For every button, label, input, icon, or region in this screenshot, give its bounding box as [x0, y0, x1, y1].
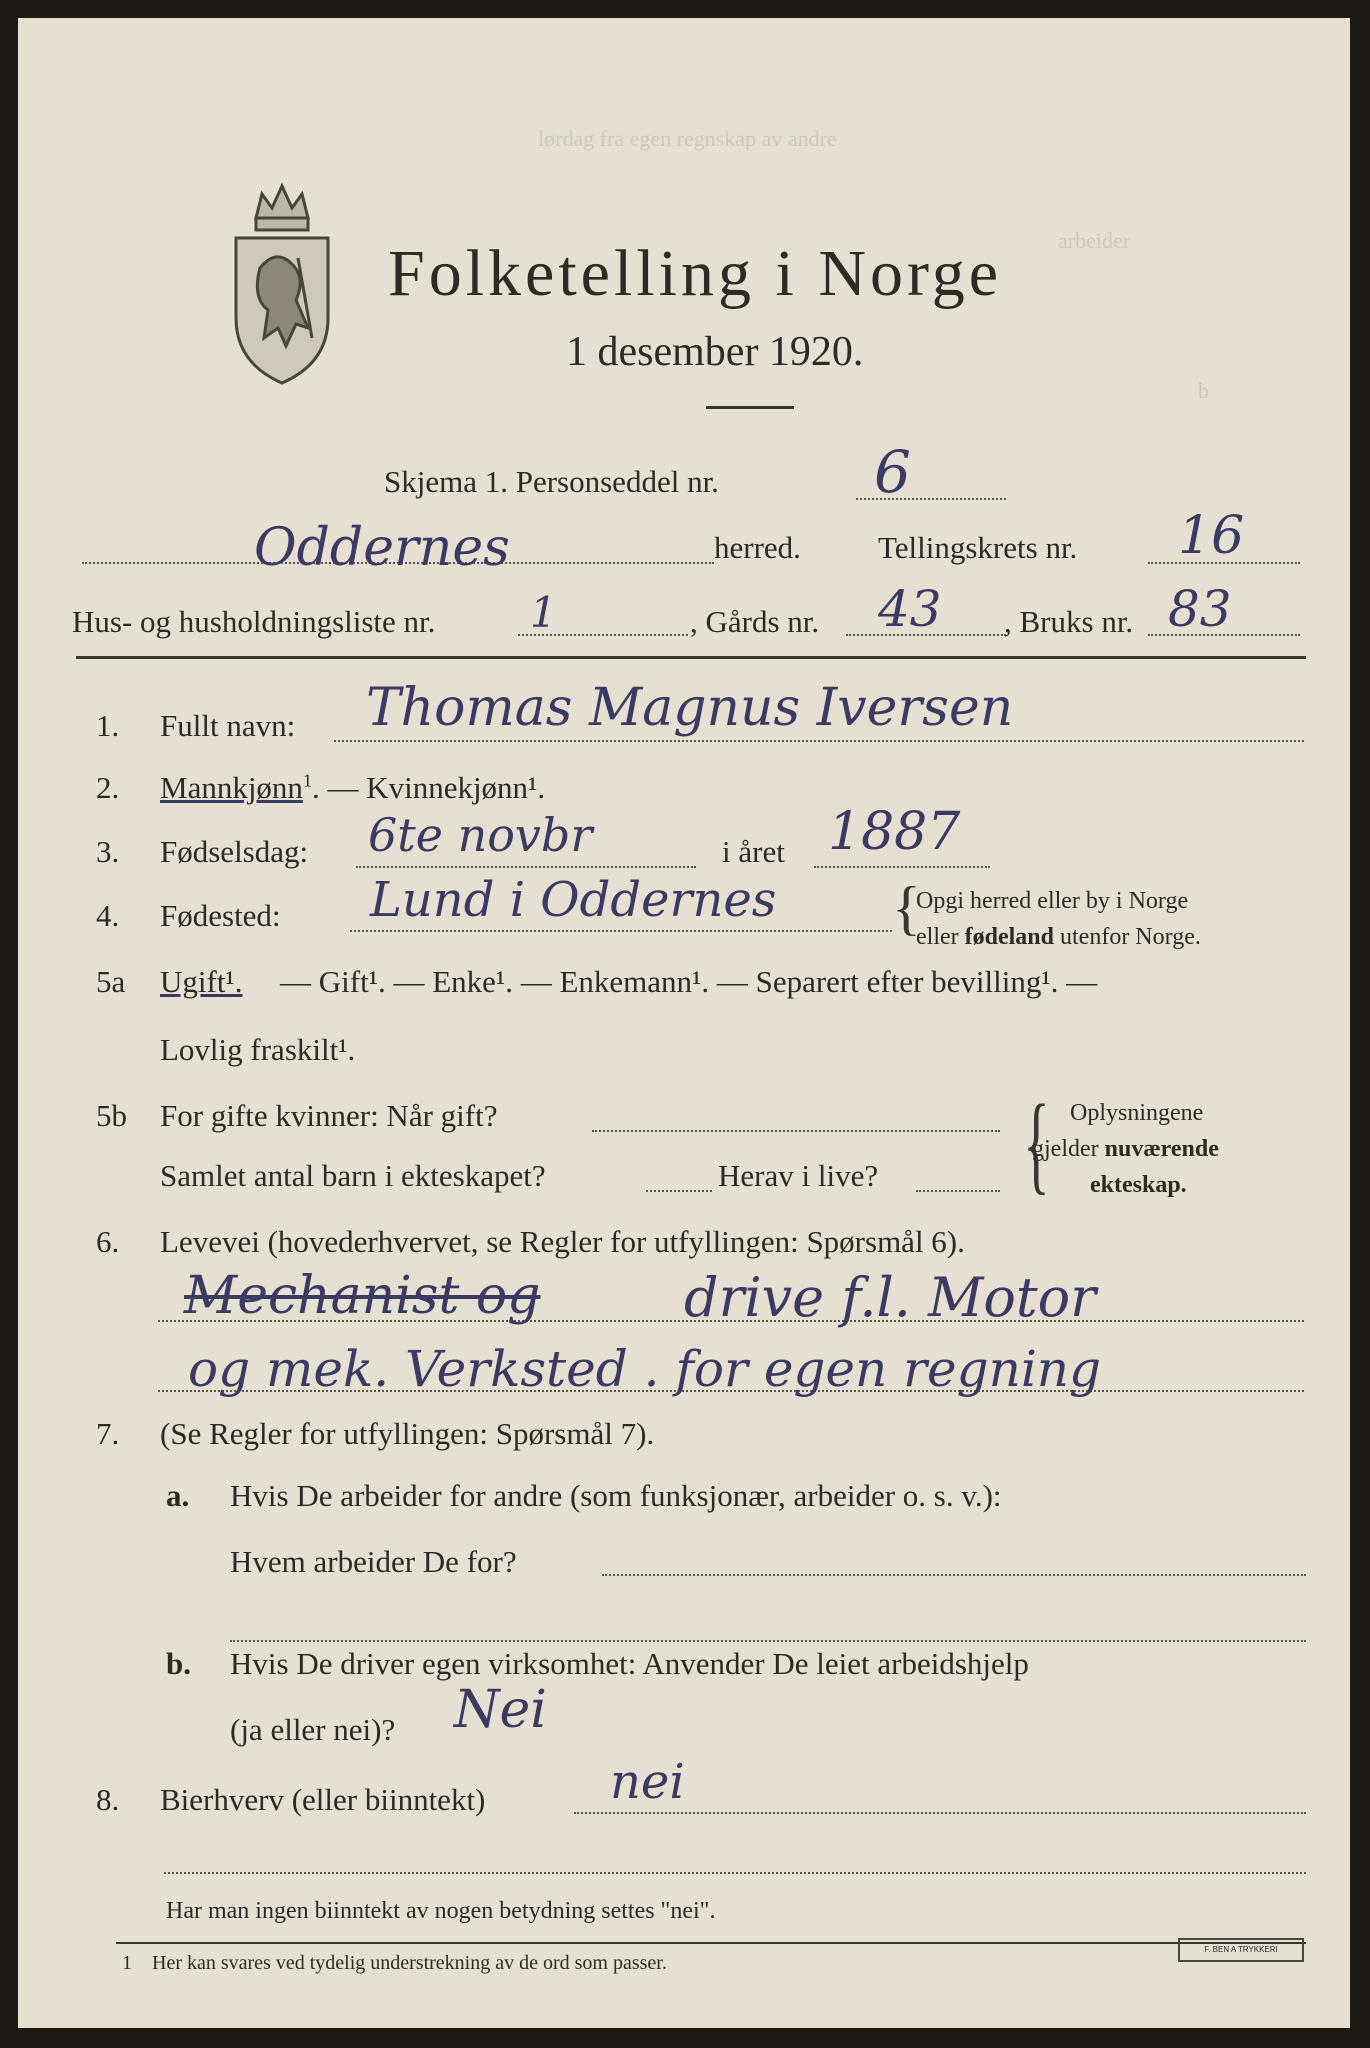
- skjema-label: Skjema 1. Personseddel nr.: [384, 464, 719, 499]
- q7-label: (Se Regler for utfyllingen: Spørsmål 7).: [160, 1416, 655, 1451]
- q8-number: 8.: [96, 1782, 120, 1817]
- occupation-value-line1[interactable]: drive f.l. Motor: [684, 1266, 1096, 1329]
- mannkjonn-option[interactable]: Mannkjønn: [160, 770, 303, 805]
- q7b-hire-label: (ja eller nei)?: [230, 1712, 396, 1747]
- footnote-mark: 1: [122, 1952, 132, 1974]
- q7-number: 7.: [96, 1416, 120, 1451]
- q2-options: [160, 770, 545, 806]
- q4-label: Fødested:: [160, 898, 281, 933]
- husliste-value[interactable]: 1: [530, 588, 557, 637]
- q1-number: 1.: [96, 708, 120, 743]
- herred-value[interactable]: Oddernes: [254, 518, 510, 578]
- q7a-letter: a.: [166, 1478, 190, 1513]
- q7a-label: Hvis De arbeider for andre (som funksjonær, arbeider o. s. v.):: [230, 1478, 1002, 1513]
- census-date: 1 desember 1920.: [566, 329, 864, 375]
- hire-help-value[interactable]: Nei: [454, 1680, 547, 1740]
- bruks-value[interactable]: 83: [1168, 580, 1232, 638]
- husliste-label: Hus- og husholdningsliste nr.: [72, 604, 436, 639]
- q4-note-line2: eller fødeland utenfor Norge.: [916, 924, 1201, 950]
- birthplace-value[interactable]: Lund i Oddernes: [370, 872, 777, 928]
- tellingskrets-value[interactable]: 16: [1178, 506, 1245, 566]
- q3-year-label: i året: [722, 834, 785, 869]
- q2-number: 2.: [96, 770, 120, 805]
- q5a-line2[interactable]: Lovlig fraskilt¹.: [160, 1032, 356, 1067]
- q2-footnote-mark: 1: [302, 770, 312, 791]
- q7b-label: Hvis De driver egen virksomhet: Anvender De leiet arbeidshjelp: [230, 1646, 1029, 1681]
- q7a-employer-label: Hvem arbeider De for?: [230, 1544, 517, 1579]
- birthday-value[interactable]: 6te novbr: [368, 808, 593, 862]
- q6-label: Levevei (hovederhvervet, se Regler for utfyllingen: Spørsmål 6).: [160, 1224, 965, 1259]
- q6-number: 6.: [96, 1224, 120, 1259]
- q4-note-line1: Opgi herred eller by i Norge: [916, 888, 1189, 914]
- q5b-note-line2: gjelder nuværende: [1032, 1136, 1219, 1162]
- header-rule: [76, 656, 1306, 659]
- q3-number: 3.: [96, 834, 120, 869]
- q4-number: 4.: [96, 898, 120, 933]
- q5b-children-label: Samlet antal barn i ekteskapet?: [160, 1158, 546, 1193]
- footer-note: Har man ingen biinntekt av nogen betydning settes "nei".: [166, 1898, 716, 1924]
- q5b-alive-label: Herav i live?: [718, 1158, 879, 1193]
- kvinnekjonn-option[interactable]: . — Kvinnekjønn¹.: [311, 770, 546, 805]
- q1-label: Fullt navn:: [160, 708, 296, 743]
- footnote-text: Her kan svares ved tydelig understrekning av de ord som passer.: [152, 1952, 667, 1974]
- q5a-number: 5a: [96, 964, 126, 999]
- tellingskrets-label: Tellingskrets nr.: [878, 530, 1078, 565]
- title-divider: [706, 406, 794, 409]
- herred-label: herred.: [714, 530, 801, 565]
- q4-brace: {: [892, 875, 921, 941]
- bruks-label: , Bruks nr.: [1004, 604, 1134, 639]
- employer-field[interactable]: [602, 1574, 1306, 1576]
- q5b-number: 5b: [96, 1098, 127, 1133]
- occupation-value-line2[interactable]: og mek. Verksted . for egen regning: [188, 1340, 1102, 1398]
- q5b-label: For gifte kvinner: Når gift?: [160, 1098, 498, 1133]
- form-title: Folketelling i Norge: [388, 237, 1003, 310]
- ugift-option[interactable]: Ugift¹.: [160, 964, 243, 999]
- personseddel-nr-value[interactable]: 6: [874, 438, 911, 506]
- q5a-other-options[interactable]: — Gift¹. — Enke¹. — Enkemann¹. — Separert efter bevilling¹. —: [280, 964, 1098, 999]
- gards-value[interactable]: 43: [878, 580, 942, 638]
- q8-label: Bierhverv (eller biinntekt): [160, 1782, 486, 1817]
- norway-coat-of-arms-icon: [226, 178, 338, 388]
- q5b-note-line3: ekteskap.: [1090, 1172, 1187, 1198]
- side-income-value[interactable]: nei: [610, 1754, 685, 1810]
- q7b-letter: b.: [166, 1646, 191, 1681]
- q5b-note-line1: Oplysningene: [1070, 1100, 1204, 1126]
- footer-rule: [116, 1942, 1306, 1944]
- birth-year-value[interactable]: 1887: [828, 802, 961, 862]
- q3-label: Fødselsdag:: [160, 834, 309, 869]
- occupation-struck-text[interactable]: Mechanist og: [184, 1266, 541, 1326]
- printer-stamp: F. BEN A TRYKKERI: [1178, 1938, 1304, 1962]
- census-form-page: lørdag fra egen regnskap av andre arbeider b Folketelling i Norge 1 desember 1920. Skjema 1. Personseddel nr. 6 Oddernes herred. Tellingskrets nr. 16 Hus- og husholdningsliste nr. 1 , Gårds nr. 43 , Bruks nr. 83 1. Fullt navn: Thomas Magnus Iversen 2. Mannkjønn$^1$. — Kvinnekjønn¹. 3. Fødselsdag: 6te novbr i året 1887 4. Fødested: Lund i Oddernes { Opgi herred eller by i Norge eller fødeland utenfor Norge. 5a Ugift¹. — Gift¹. — Enke¹. — Enkemann¹. — Separert efter bevilling¹. — Lovlig fraskilt¹. 5b For gifte kvinner: Når gift? Samlet antal barn i ekteskapet? Herav i live? { Oplysningene gjelder nuværende ekteskap. 6. Levevei (hovederhvervet, se Regler for utfyllingen: Spørsmål 6). Mechanist og drive f.l. Motor og mek. Verksted . for egen regning 7. (Se Regler for utfyllingen: Spørsmål 7). a. Hvis De arbeider for andre (som funksjonær, arbeider o. s. v.): Hvem arbeider De for? b. Hvis De driver egen virksomhet: Anvender De leiet arbeidshjelp (ja eller nei)? Nei 8. Bierhverv (eller biinntekt) nei Har man ingen biinntekt av nogen betydning settes "nei". 1 Her kan svares ved tydelig understrekning av de ord som passer. F. BEN A TRYKKERI: [18, 18, 1350, 2028]
- q5b-brace: {: [1023, 1082, 1050, 1204]
- gards-label: , Gårds nr.: [690, 604, 820, 639]
- full-name-value[interactable]: Thomas Magnus Iversen: [366, 678, 1014, 738]
